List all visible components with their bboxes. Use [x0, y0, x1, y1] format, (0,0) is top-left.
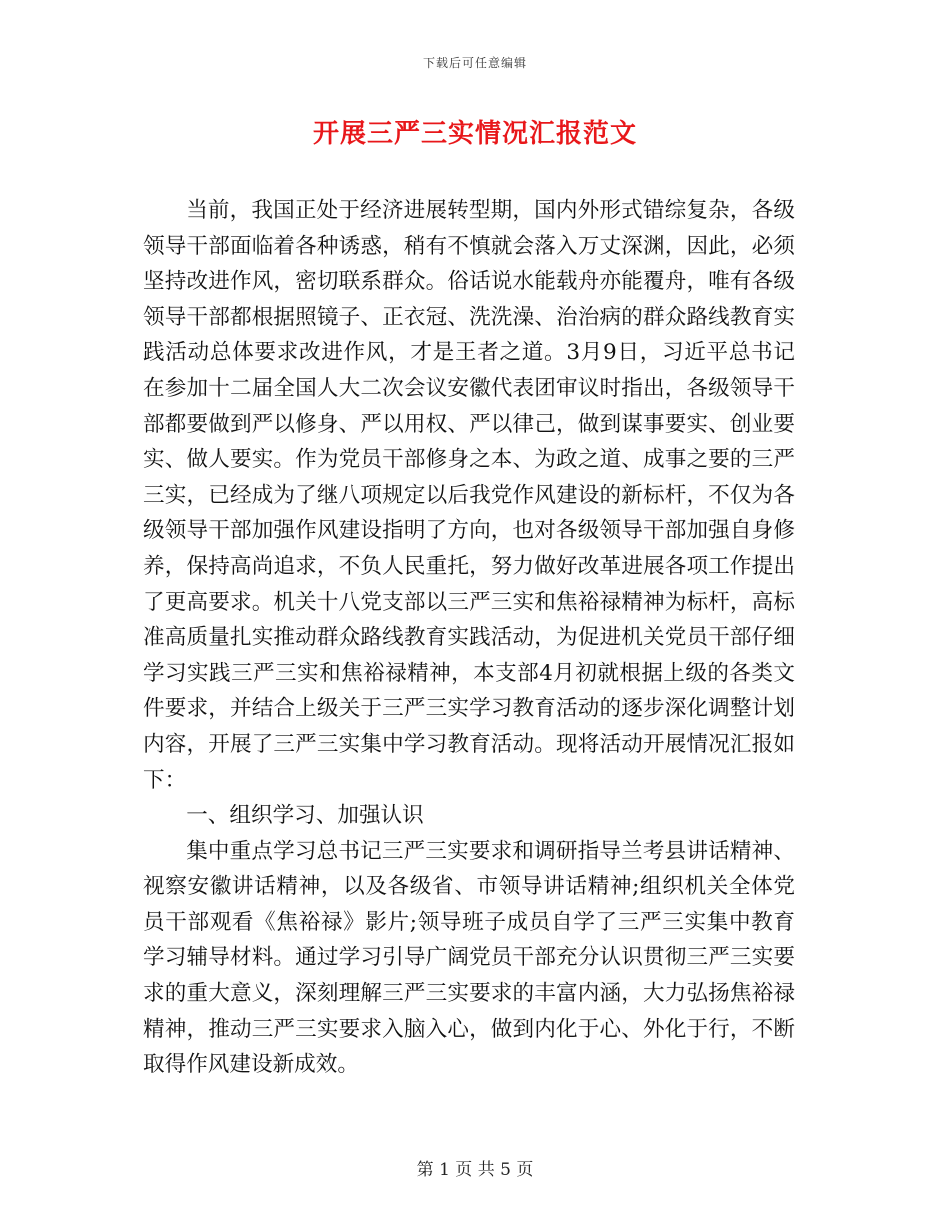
- page-number: 第 1 页 共 5 页: [416, 1160, 534, 1180]
- document-body: [143, 193, 795, 1083]
- header-note: 下载后可任意编辑: [422, 56, 527, 70]
- document-title: 开展三严三实情况汇报范文: [312, 119, 637, 149]
- intro-paragraph: 当前，我国正处于经济进展转型期，国内外形式错综复杂，各级领导干部面临着各种诱惑，稍有不慎就会落入万丈深渊，因此，必须坚持改进作风，密切联系群众。俗话说水能载舟亦能覆舟，唯有各级领导干部都根据照镜子、正衣冠、洗洗澡、治治病的群众路线教育实践活动总体要求改进作风，才是王者之道。3月9日，习近平总书记在参加十二届全国人大二次会议安徽代表团审议时指出，各级领导干部都要做到严以修身、严以用权、严以律己，做到谋事要实、创业要实、做人要实。作为党员干部修身之本、为政之道、成事之要的三严三实，已经成为了继八项规定以后我党作风建设的新标杆，不仅为各级领导干部加强作风建设指明了方向，也对各级领导干部加强自身修养，保持高尚追求，不负人民重托，努力做好改革进展各项工作提出了更高要求。机关十八党支部以三严三实和焦裕禄精神为标杆，高标准高质量扎实推动群众路线教育实践活动，为促进机关党员干部仔细学习实践三严三实和焦裕禄精神，本支部4月初就根据上级的各类文件要求，并结合上级关于三严三实学习教育活动的逐步深化调整计划内容，开展了三严三实集中学习教育活动。现将活动开展情况汇报如下：: [143, 198, 795, 793]
- section-paragraph: 集中重点学习总书记三严三实要求和调研指导兰考县讲话精神、视察安徽讲话精神，以及各级省、市领导讲话精神;组织机关全体党员干部观看《焦裕禄》影片;领导班子成员自学了三严三实集中教育学习辅导材料。通过学习引导广阔党员干部充分认识贯彻三严三实要求的重大意义，深刻理解三严三实要求的丰富内涵，大力弘扬焦裕禄精神，推动三严三实要求入脑入心，做到内化于心、外化于行，不断取得作风建设新成效。: [143, 838, 795, 1078]
- section-heading: 一、组织学习、加强认识: [186, 803, 424, 829]
